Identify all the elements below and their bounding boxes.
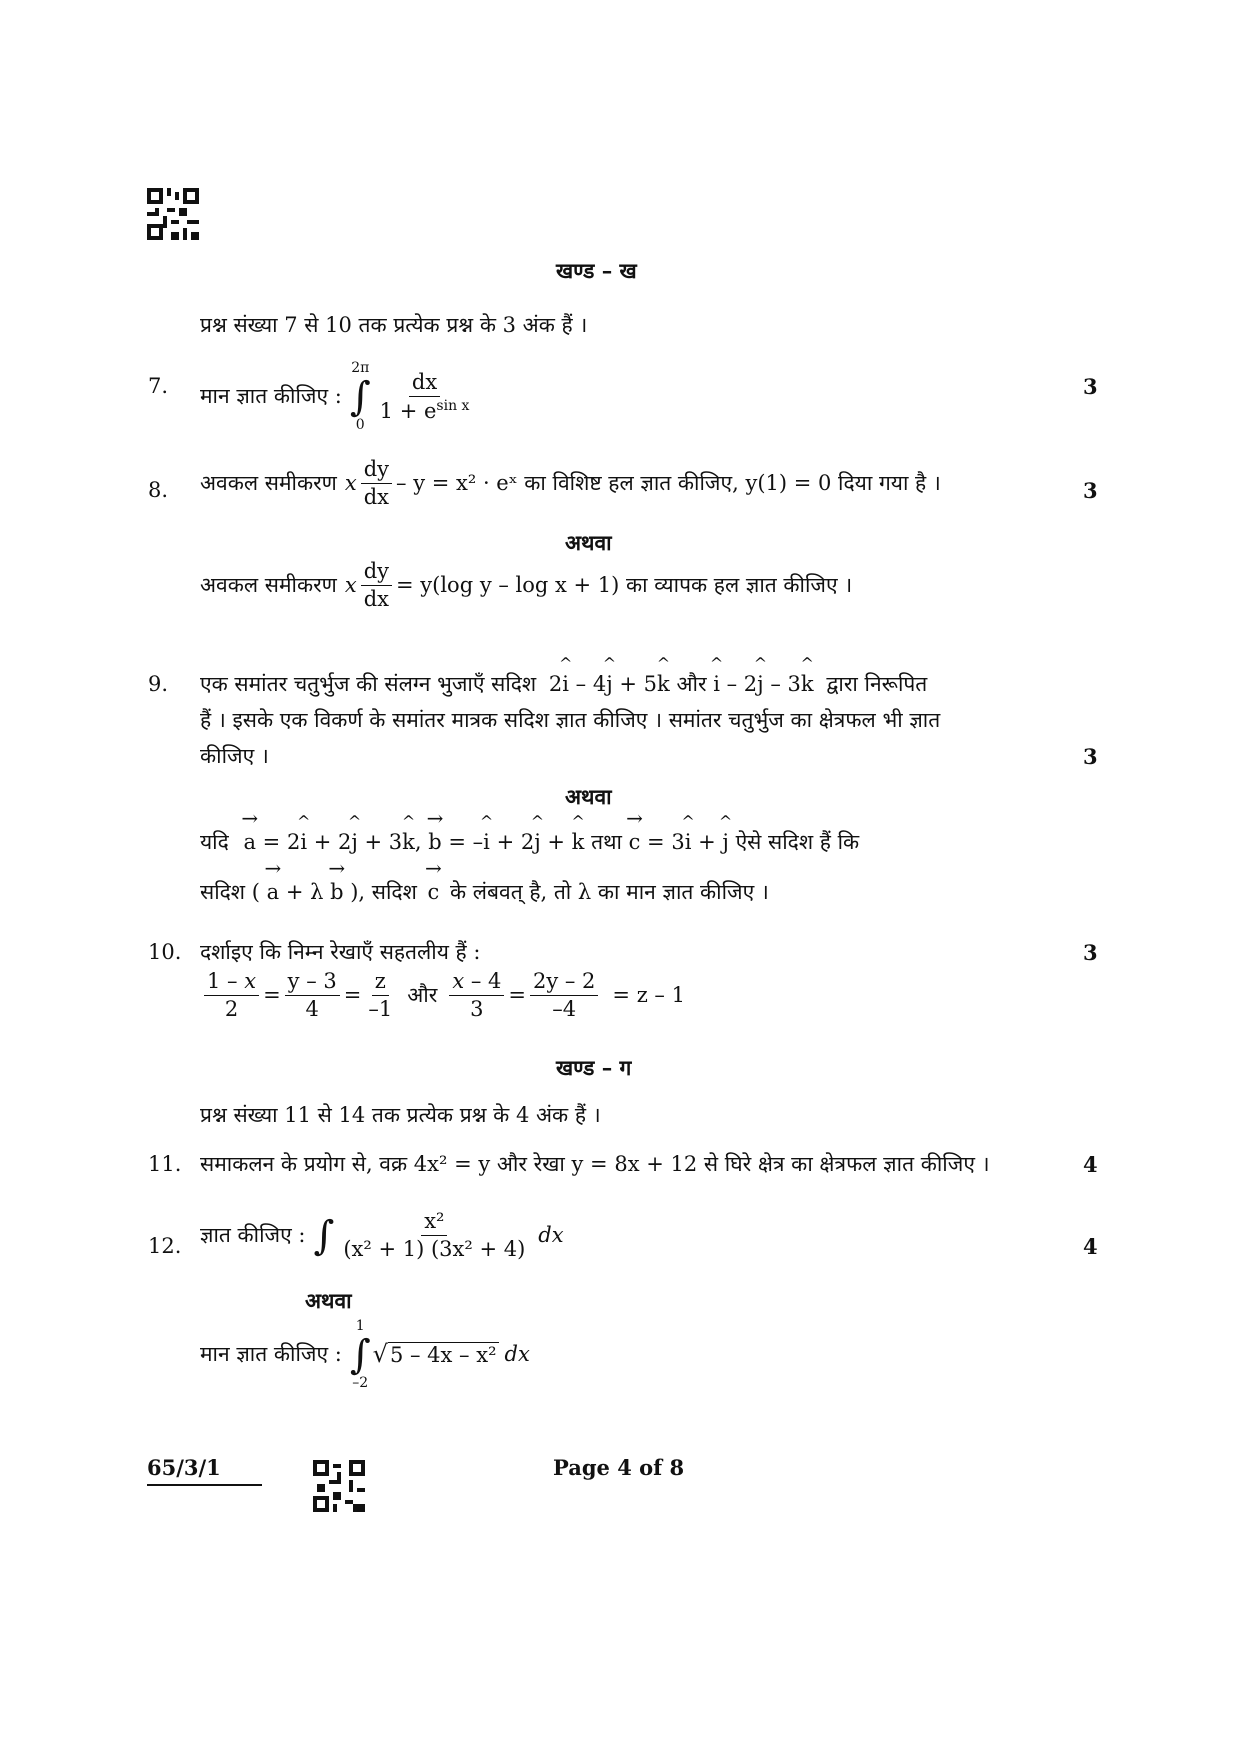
q10-tail: = z – 1 <box>612 983 685 1007</box>
section-b-heading: खण्ड – ख <box>556 258 637 283</box>
q12-alt-integral <box>350 1318 371 1392</box>
q11-number: 11. <box>148 1152 182 1176</box>
section-c-instruction: प्रश्न संख्या 11 से 14 तक प्रत्येक प्रश्न के 4 अंक हैं । <box>200 1103 601 1127</box>
q7-number: 7. <box>148 374 169 398</box>
q9-line3: कीजिए । <box>200 744 269 768</box>
q12-text: ज्ञात कीजिए : <box>200 1223 306 1247</box>
section-b-instruction: प्रश्न संख्या 7 से 10 तक प्रत्येक प्रश्न के 3 अंक हैं । <box>200 313 588 337</box>
q7-numerator: dx <box>409 371 440 397</box>
q8-number: 8. <box>148 478 169 502</box>
q12-alt-body <box>200 1318 530 1392</box>
q8-x: x <box>344 471 357 495</box>
q10-marks: 3 <box>1083 940 1098 965</box>
q9-alt-line2: सदिश ( → a + λ → b ), सदिश → c के लंबवत् है, तो λ का मान ज्ञात कीजिए । <box>200 880 769 905</box>
q9-or: अथवा <box>565 784 612 809</box>
q8-den: dx <box>363 485 389 510</box>
q9-alt-line1 <box>200 830 859 855</box>
qr-code-footer <box>313 1460 365 1512</box>
q8-alt-pre: अवकल समीकरण <box>200 573 337 597</box>
q7-body <box>200 360 476 434</box>
q8-alt-body <box>200 560 852 611</box>
q7-lower-limit: 0 <box>355 416 365 433</box>
q7-fraction <box>377 371 473 423</box>
q8-body <box>200 458 941 509</box>
q8-or: अथवा <box>565 530 612 555</box>
q12-marks: 4 <box>1083 1234 1098 1259</box>
q8-alt-x: x <box>344 573 357 597</box>
q12-alt-text: मान ज्ञात कीजिए : <box>200 1342 342 1367</box>
q9-alt1-tatha: तथा <box>591 830 622 854</box>
q10-number: 10. <box>148 940 182 964</box>
q12-alt-upper: 1 <box>355 1318 365 1334</box>
q9-line1 <box>200 672 927 697</box>
q9-line2: हैं । इसके एक विकर्ण के समांतर मात्रक सदिश ज्ञात कीजिए । समांतर चतुर्भुज का क्षेत्रफल भी ज्ञात <box>200 708 941 732</box>
q8-pre: अवकल समीकरण <box>200 471 337 495</box>
q9-alt1-c: → c = 3^ i + ^ j <box>629 830 729 854</box>
q8-alt-fraction <box>361 560 392 611</box>
q12-alt-dx: dx <box>504 1342 530 1367</box>
q9-line1-pre: एक समांतर चतुर्भुज की संलग्न भुजाएँ सदिश <box>200 672 537 696</box>
q7-denominator <box>377 397 473 423</box>
q12-number: 12. <box>148 1234 182 1258</box>
page-number: Page 4 of 8 <box>553 1455 685 1480</box>
q12-or: अथवा <box>305 1288 352 1313</box>
q8-alt-num: dy <box>361 560 392 586</box>
q12-alt-lower: –2 <box>352 1374 369 1391</box>
section-c-heading: खण्ड – ग <box>556 1055 632 1080</box>
q10-equations: $\frac{1 - x}{2}$ = $\frac{y - 3}{4}$ = $\frac{z}{-1}$ और $\frac{x - 4}{3}$ = $\frac{2y - 2}{-4}$ = z – 1 <box>200 970 685 1021</box>
q12-num: x² <box>421 1210 447 1236</box>
q12-body <box>200 1210 564 1261</box>
q8-alt-den: dx <box>363 587 389 612</box>
q8-rest: – y = x² · eˣ का विशिष्ट हल ज्ञात कीजिए, y(1) = 0 दिया गया है । <box>396 471 941 495</box>
q11-marks: 4 <box>1083 1152 1098 1177</box>
q7-den-base: 1 + e <box>379 398 437 423</box>
code-underline <box>147 1484 262 1486</box>
sqrt-symbol: √ <box>372 1340 388 1369</box>
q10-and: और <box>407 983 438 1007</box>
q9-alt2-pre: सदिश ( <box>200 880 260 904</box>
q9-line1-post: द्वारा निरूपित <box>826 672 928 696</box>
q9-alt2-mid: ), सदिश <box>350 880 417 904</box>
q9-alt1-post: ऐसे सदिश हैं कि <box>735 830 860 854</box>
q8-num: dy <box>361 458 392 484</box>
q12-dx: dx <box>538 1223 564 1247</box>
integral-sign: ∫ <box>349 373 371 420</box>
paper-code: 65/3/1 <box>147 1455 221 1480</box>
qr-code-top <box>147 188 199 240</box>
q7-den-sup: sin x <box>436 397 470 414</box>
q8-fraction <box>361 458 392 509</box>
q9-number: 9. <box>148 672 169 696</box>
q8-alt-rest: = y(log y – log x + 1) का व्यापक हल ज्ञात कीजिए । <box>396 573 853 597</box>
q10-text: दर्शाइए कि निम्न रेखाएँ सहतलीय हैं : <box>200 940 481 964</box>
q9-alt2-post: के लंबवत् है, तो λ का मान ज्ञात कीजिए । <box>449 880 769 904</box>
q7-integral <box>350 360 371 434</box>
q12-fraction <box>340 1210 528 1261</box>
integral-sign: ∫ <box>349 1331 371 1378</box>
q11-text: समाकलन के प्रयोग से, वक्र 4x² = y और रेखा y = 8x + 12 से घिरे क्षेत्र का क्षेत्रफल ज्ञात कीजिए । <box>200 1152 990 1176</box>
q9-marks: 3 <box>1083 744 1098 769</box>
q8-marks: 3 <box>1083 478 1098 503</box>
q9-alt1-pre: यदि <box>200 830 229 854</box>
q9-vectors: 2^ i – 4^ j + 5^ k और ^ i – 2^ j – 3^ k <box>549 672 814 696</box>
q12-integral-sign: ∫ <box>313 1212 335 1259</box>
q12-alt-radicand: 5 – 4x – x² <box>389 1342 497 1367</box>
q7-marks: 3 <box>1083 374 1098 399</box>
q9-alt1-vectors: → a = 2^ i + 2^ j + 3^ k, → b = –^ i + 2^ j + ^ k <box>243 830 584 854</box>
q7-upper-limit: 2π <box>351 360 370 376</box>
q12-den: (x² + 1) (3x² + 4) <box>343 1237 526 1262</box>
q7-text: मान ज्ञात कीजिए : <box>200 384 342 409</box>
